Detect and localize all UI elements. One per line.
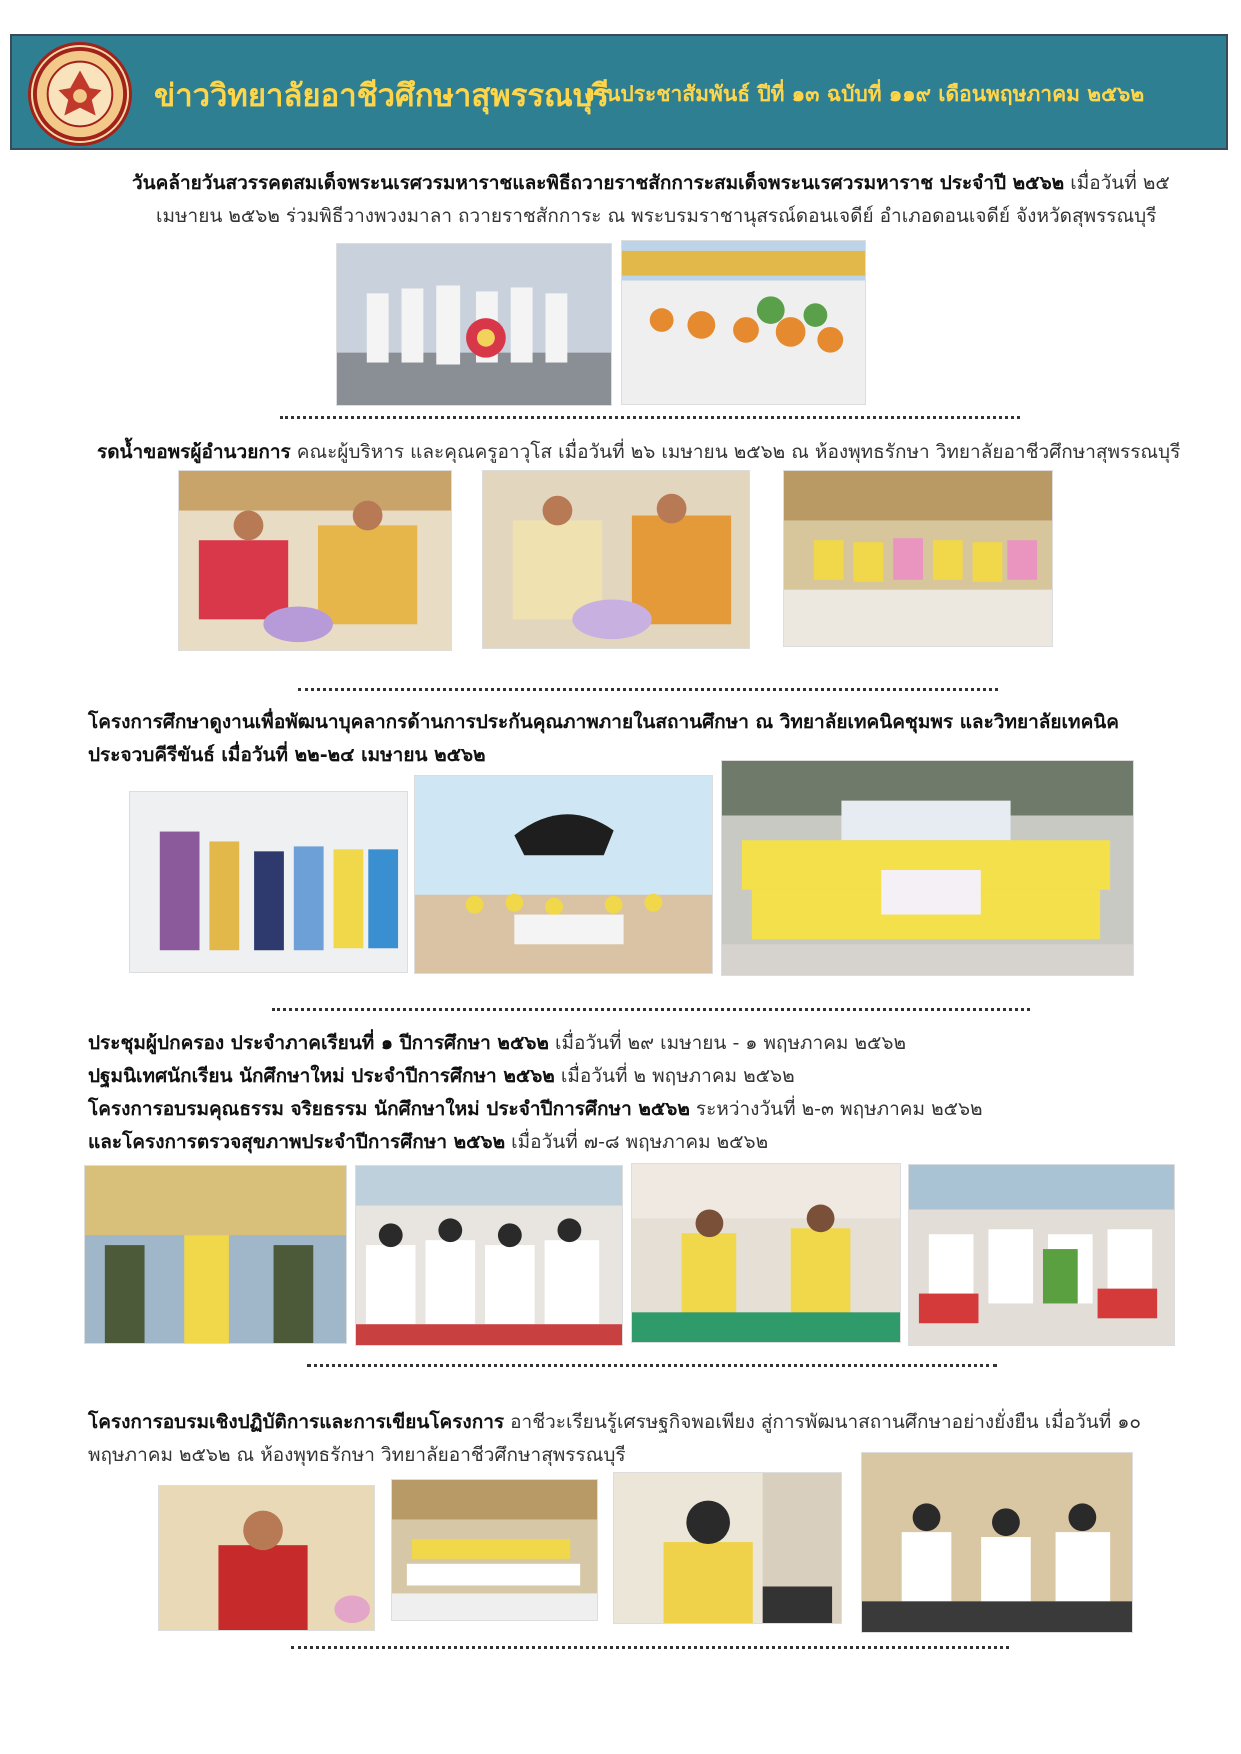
training-room-photo: [391, 1479, 598, 1621]
section-4-line-1-bold: ประชุมผู้ปกครอง ประจำภาคเรียนที่ ๑ ปีการศึกษา ๒๕๖๒: [88, 1032, 549, 1054]
group-photo-seated: [783, 470, 1053, 647]
section-4-line-4-bold: และโครงการตรวจสุขภาพประจำปีการศึกษา ๒๕๖๒: [88, 1131, 506, 1153]
section-5-line-2: [88, 1440, 626, 1470]
section-5-line-1-bold: โครงการอบรมเชิงปฏิบัติการและการเขียนโครงการ: [88, 1411, 505, 1433]
seated-audience-photo: [908, 1164, 1175, 1346]
award-handover-photo: [631, 1163, 901, 1343]
section-3-line-2-bold: ประจวบคีรีขันธ์ เมื่อวันที่ ๒๒-๒๔ เมษายน ๒๕๖๒: [88, 744, 486, 766]
beach-landmark-group-photo: [414, 775, 713, 974]
section-2-line-1-text: คณะผู้บริหาร และคุณครูอาวุโส เมื่อวันที่ ๒๖ เมษายน ๒๕๖๒ ณ ห้องพุทธรักษา วิทยาลัยอาชีวศึกษาสุพรรณบุรี: [290, 441, 1181, 463]
dancer-souvenir-photo: [129, 791, 408, 973]
offerings-table-photo: [621, 240, 866, 405]
students-clapping-photo: [355, 1165, 623, 1346]
newsletter-title: ข่าววิทยาลัยอาชีวศึกษาสุพรรณบุรี: [154, 78, 610, 114]
section-3-line-1-bold: โครงการศึกษาดูงานเพื่อพัฒนาบุคลากรด้านการประกันคุณภาพภายในสถานศึกษา ณ วิทยาลัยเทคนิคชุมพร และวิทยาลัยเทคนิค: [88, 711, 1119, 733]
section-4-line-4-text: เมื่อวันที่ ๗-๘ พฤษภาคม ๒๕๖๒: [505, 1131, 769, 1153]
section-2-line-1: [97, 437, 1180, 467]
section-4-line-3-text: ระหว่างวันที่ ๒-๓ พฤษภาคม ๒๕๖๒: [689, 1098, 983, 1120]
section-4-line-1: [88, 1028, 906, 1058]
section-3-line-1: [88, 707, 1119, 737]
dotted-divider-2: [298, 688, 998, 691]
section-4-line-3: [88, 1094, 983, 1124]
students-listening-photo: [861, 1452, 1133, 1633]
section-4-line-2: [88, 1061, 795, 1091]
college-seal-icon: [28, 42, 132, 146]
section-1-line-2-text: เมษายน ๒๕๖๒ ร่วมพิธีวางพวงมาลา ถวายราชสักการะ ณ พระบรมราชานุสรณ์ดอนเจดีย์ อำเภอดอนเจดีย์ จังหวัดสุพรรณบุรี: [156, 205, 1157, 227]
stage-speaker-photo: [84, 1165, 347, 1344]
section-2-line-1-bold: รดน้ำขอพรผู้อำนวยการ: [97, 441, 291, 463]
section-4-line-3-bold: โครงการอบรมคุณธรรม จริยธรรม นักศึกษาใหม่ ประจำปีการศึกษา ๒๕๖๒: [88, 1098, 690, 1120]
dotted-divider-4: [307, 1364, 997, 1367]
section-5-line-1: [88, 1407, 1141, 1437]
newsletter-header: [10, 34, 1228, 150]
speaker-red-jacket-photo: [158, 1485, 375, 1631]
female-speaker-photo: [613, 1472, 842, 1624]
yellow-shirt-group-photo: [721, 760, 1134, 976]
section-1-line-1: [132, 168, 1170, 198]
wreath-ceremony-photo: [336, 243, 612, 406]
water-pouring-photo-2: [482, 470, 750, 649]
dotted-divider-3: [272, 1008, 1030, 1011]
section-1-line-1-text: เมื่อวันที่ ๒๕: [1064, 172, 1170, 194]
section-4-line-1-text: เมื่อวันที่ ๒๙ เมษายน - ๑ พฤษภาคม ๒๕๖๒: [548, 1032, 906, 1054]
section-4-line-4: [88, 1127, 768, 1157]
section-1-line-1-bold: วันคล้ายวันสวรรคตสมเด็จพระนเรศวรมหาราชและพิธีถวายราชสักการะสมเด็จพระนเรศวรมหาราช ประจำปี ๒๕๖๒: [132, 172, 1065, 194]
section-5-line-1-text: อาชีวะเรียนรู้เศรษฐกิจพอเพียง สู่การพัฒนาสถานศึกษาอย่างยั่งยืน เมื่อวันที่ ๑๐: [504, 1411, 1142, 1433]
section-4-line-2-text: เมื่อวันที่ ๒ พฤษภาคม ๒๕๖๒: [554, 1065, 795, 1087]
dotted-divider-5: [291, 1646, 1009, 1649]
section-5-line-2-text: พฤษภาคม ๒๕๖๒ ณ ห้องพุทธรักษา วิทยาลัยอาชีวศึกษาสุพรรณบุรี: [88, 1444, 626, 1466]
section-1-line-2: [156, 201, 1156, 231]
section-4-line-2-bold: ปฐมนิเทศนักเรียน นักศึกษาใหม่ ประจำปีการศึกษา ๒๕๖๒: [88, 1065, 555, 1087]
newsletter-issue-info: งานประชาสัมพันธ์ ปีที่ ๑๓ ฉบับที่ ๑๑๙ เดือนพฤษภาคม ๒๕๖๒: [584, 82, 1145, 106]
section-3-line-2: [88, 740, 486, 770]
dotted-divider-1: [280, 416, 1020, 419]
water-pouring-photo-1: [178, 470, 452, 651]
